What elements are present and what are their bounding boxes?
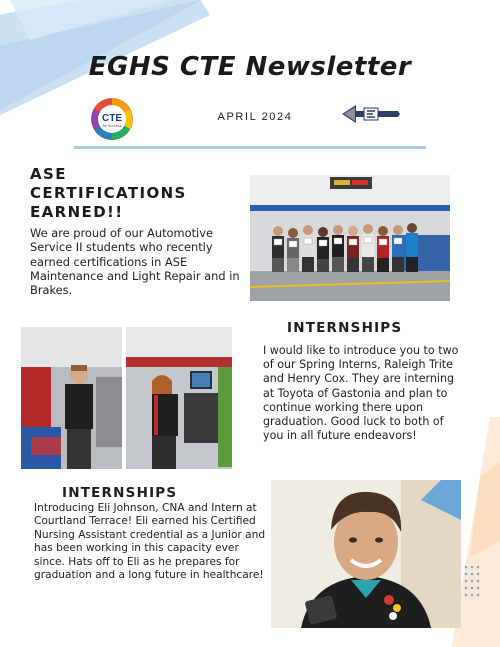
cte-logo-icon bbox=[90, 97, 134, 141]
internships-heading-1: INTERNSHIPS bbox=[287, 320, 403, 336]
ase-heading: ASE CERTIFICATIONS EARNED!! bbox=[30, 165, 187, 221]
arrowhead-logo-icon bbox=[340, 102, 402, 126]
portrait-photo bbox=[271, 480, 461, 628]
group-photo bbox=[250, 175, 450, 301]
issue-date: APRIL 2024 bbox=[217, 111, 293, 123]
intern-photo-right bbox=[126, 327, 232, 469]
internships-heading-2: INTERNSHIPS bbox=[62, 485, 178, 501]
internships-body-1: I would like to introduce you to two of our Spring Interns, Raleigh Trite and Henry Cox. They are interning at Toyota of Gastonia and plan to continue working there upon graduation. Good luck to both of you in all future endeavors! bbox=[263, 344, 459, 443]
logo-text: CTE bbox=[102, 113, 122, 124]
intern-photo-left bbox=[21, 327, 122, 469]
internships-body-2: Introducing Eli Johnson, CNA and Intern at Courtland Terrace! Eli earned his Certified Nursing Assistant credential as a Junior and has been working in this capacity ever since. Hats off to Eli as he prepares for graduation and a long future in healthcare! bbox=[34, 502, 266, 582]
group-photo-icon bbox=[250, 175, 450, 301]
newsletter-title: EGHS CTE Newsletter bbox=[88, 52, 412, 82]
header-divider bbox=[74, 146, 426, 149]
logo-subtext: for Success bbox=[102, 124, 122, 128]
ase-body: We are proud of our Automotive Service II students who recently earned certifications in ASE Maintenance and Light Repair and in Brakes. bbox=[30, 226, 240, 298]
portrait-photo-icon bbox=[271, 480, 461, 628]
intern-photo-icon bbox=[126, 327, 232, 469]
intern-photo-icon bbox=[21, 327, 122, 469]
